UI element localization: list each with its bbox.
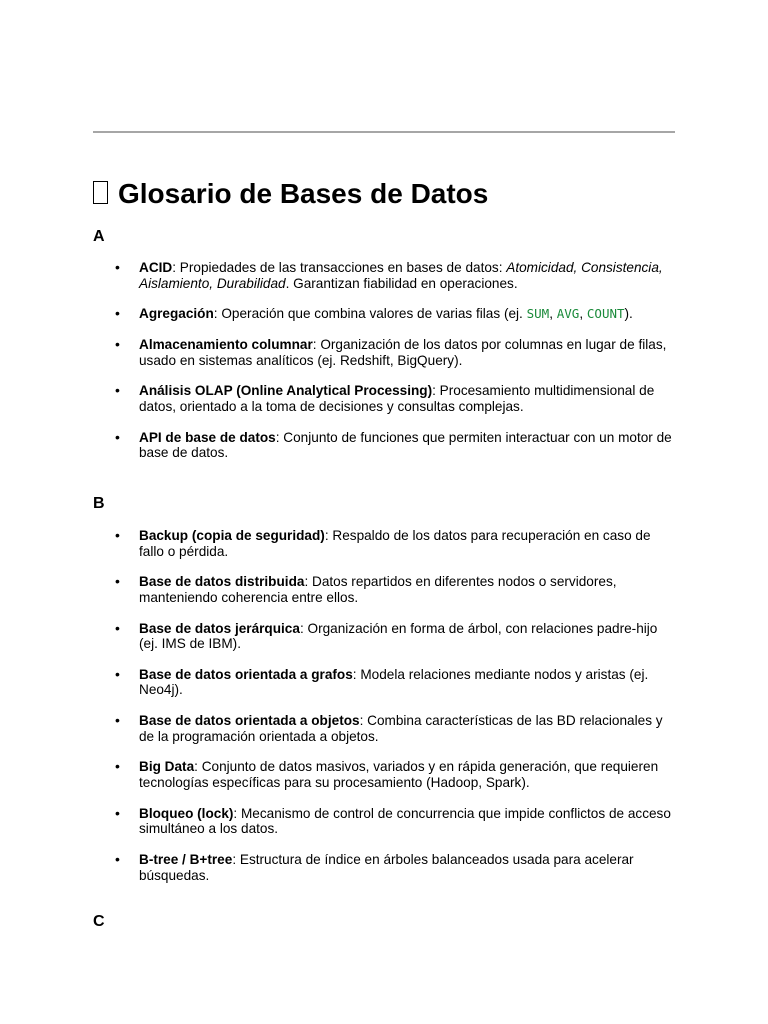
term-definition-end: . Garantizan fiabilidad en operaciones. — [285, 275, 518, 291]
term-definition: Mecanismo de control de concurrencia que impide conflictos de acceso simultáneo a los datos. — [139, 805, 671, 837]
term-separator: : — [233, 805, 241, 821]
term-name: B-tree / B+tree — [139, 852, 233, 868]
section-b-list — [93, 528, 675, 898]
term-name: Base de datos distribuida — [139, 574, 305, 590]
code-avg: AVG — [556, 306, 580, 322]
list-item — [93, 383, 675, 414]
term-definition: Estructura de índice en árboles balanceados usada para acelerar búsquedas. — [139, 852, 634, 883]
term-separator: : — [232, 852, 240, 868]
code-count: COUNT — [586, 306, 625, 322]
term-separator: : — [324, 528, 333, 543]
section-a-list — [93, 260, 675, 476]
term-name: ACID — [139, 260, 173, 275]
term-definition: Datos repartidos en diferentes nodos o servidores, manteniendo coherencia entre ellos. — [139, 574, 617, 605]
term-separator: : — [432, 383, 440, 399]
term-name: API de base de datos — [139, 429, 276, 445]
term-name: Análisis OLAP (Online Analytical Processing) — [139, 383, 433, 399]
term-definition: Conjunto de datos masivos, variados y en rápida generación, que requieren tecnologías específicas para su procesamiento (Hadoop, Spark). — [139, 759, 659, 790]
term-name: Almacenamiento columnar — [139, 337, 313, 353]
list-item — [93, 260, 675, 291]
term-definition: Organización de los datos por columnas en lugar de filas, usado en sistemas analíticos (ej. Redshift, BigQuery). — [139, 337, 667, 368]
section-letter-b: B — [93, 495, 105, 512]
term-definition: Operación que combina valores de varias filas (ej. — [221, 306, 527, 322]
list-item — [93, 528, 675, 559]
code-separator: , — [549, 306, 557, 322]
list-item — [93, 806, 675, 837]
list-item — [93, 306, 675, 322]
term-definition: Organización en forma de árbol, con relaciones padre-hijo (ej. IMS de IBM). — [139, 620, 658, 652]
list-item — [93, 337, 675, 368]
list-item — [93, 852, 675, 883]
term-name: Big Data — [139, 759, 195, 775]
term-definition: Combina características de las BD relacionales y de la programación orientada a objetos. — [139, 713, 663, 744]
term-definition: Modela relaciones mediante nodos y aristas (ej. Neo4j). — [139, 666, 649, 698]
term-separator: : — [304, 574, 312, 590]
term-separator: : — [352, 666, 361, 682]
term-name: Bloqueo (lock) — [139, 805, 234, 821]
code-sum: SUM — [526, 306, 550, 322]
horizontal-rule — [93, 131, 675, 133]
term-name: Base de datos orientada a grafos — [139, 666, 353, 682]
list-item — [93, 621, 675, 652]
term-separator: : — [312, 337, 321, 353]
term-definition: Conjunto de funciones que permiten interactuar con un motor de base de datos. — [139, 429, 672, 461]
term-name: Base de datos orientada a objetos — [139, 713, 360, 729]
section-letter-c: C — [93, 913, 105, 930]
term-definition: Respaldo de los datos para recuperación en caso de fallo o pérdida. — [139, 528, 651, 559]
term-separator: : — [359, 713, 368, 729]
list-item — [93, 574, 675, 605]
list-item — [93, 667, 675, 698]
page-title-text: Glosario de Bases de Datos — [118, 178, 489, 209]
list-item — [93, 430, 675, 461]
term-name: Base de datos jerárquica — [139, 620, 300, 636]
term-separator: : — [275, 429, 284, 445]
section-letter-a: A — [93, 228, 105, 245]
missing-glyph-icon — [93, 181, 108, 204]
term-separator: : — [172, 260, 180, 275]
term-separator: : — [213, 306, 222, 322]
term-definition-end: ). — [624, 306, 633, 322]
list-item — [93, 759, 675, 790]
page-title — [93, 176, 488, 212]
term-definition-italic: Atomicidad, Consistencia, Aislamiento, Durabilidad — [139, 260, 663, 291]
term-definition: Procesamiento multidimensional de datos, orientado a la toma de decisiones y consultas complejas. — [139, 383, 655, 414]
list-item — [93, 713, 675, 744]
term-separator: : — [194, 759, 202, 775]
term-name: Backup (copia de seguridad) — [139, 528, 325, 543]
term-name: Agregación — [139, 306, 214, 322]
code-separator: , — [579, 306, 587, 322]
term-definition: Propiedades de las transacciones en bases de datos: — [179, 260, 507, 275]
term-separator: : — [299, 620, 308, 636]
